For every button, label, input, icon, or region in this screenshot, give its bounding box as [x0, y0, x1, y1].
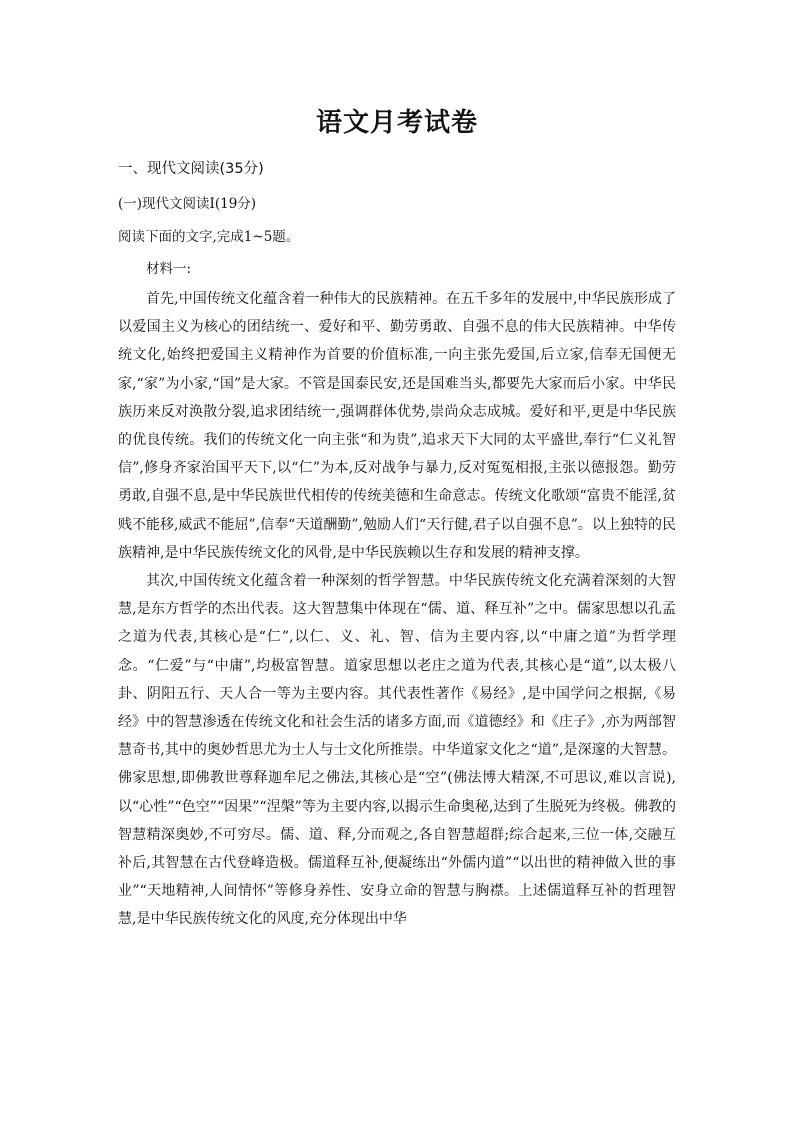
- subsection-heading: (一)现代文阅读Ⅰ(19分): [118, 196, 257, 212]
- reading-passage: [118, 285, 676, 934]
- passage-paragraph-2: 其次,中国传统文化蕴含着一种深刻的哲学智慧。中华民族传统文化充满着深刻的大智慧,是东方哲学的杰出代表。这大智慧集中体现在“儒、道、释互补”之中。儒家思想以孔孟之道为代表,其核心是“仁”,以仁、义、礼、智、信为主要内容,以“中庸之道”为哲学理念。“仁爱”与“中庸”,均极富智慧。道家思想以老庄之道为代表,其核心是“道”,以太极八卦、阴阳五行、天人合一等为主要内容。其代表性著作《易经》,是中国学问之根据,《易经》中的智慧渗透在传统文化和社会生活的诸多方面,而《道德经》和《庄子》,亦为两部智慧奇书,其中的奥妙哲思尤为士人与士文化所推崇。中华道家文化之“道”,是深邃的大智慧。佛家思想,即佛教世尊释迦牟尼之佛法,其核心是“空”(佛法博大精深,不可思议,难以言说),以“心性”“色空”“因果”“涅槃”等为主要内容,以揭示生命奥秘,达到了生脱死为终极。佛教的智慧精深奥妙,不可穷尽。儒、道、释,分而观之,各自智慧超群;综合起来,三位一体,交融互补后,其智慧在古代登峰造极。儒道释互补,便凝练出“外儒内道”“以出世的精神做入世的事业”“天地精神,人间情怀”等修身养性、安身立命的智慧与胸襟。上述儒道释互补的哲理智慧,是中华民族传统文化的风度,充分体现出中华: [118, 573, 676, 928]
- material-label: 材料一:: [146, 261, 192, 277]
- exam-title: 语文月考试卷: [315, 108, 478, 138]
- section-heading: 一、现代文阅读(35分): [118, 161, 264, 177]
- reading-instruction: 阅读下面的文字,完成1~5题。: [118, 229, 300, 245]
- passage-paragraph-1: 首先,中国传统文化蕴含着一种伟大的民族精神。在五千多年的发展中,中华民族形成了以爱国主义为核心的团结统一、爱好和平、勤劳勇敢、自强不息的伟大民族精神。中华传统文化,始终把爱国主义精神作为首要的价值标准,一向主张先爱国,后立家,信奉无国便无家,“家”为小家,“国”是大家。不管是国泰民安,还是国难当头,都要先大家而后小家。中华民族历来反对涣散分裂,追求团结统一,强调群体优势,崇尚众志成城。爱好和平,更是中华民族的优良传统。我们的传统文化一向主张“和为贵”,追求天下大同的太平盛世,奉行“仁义礼智信”,修身齐家治国平天下,以“仁”为本,反对战争与暴力,反对冤冤相报,主张以德报怨。勤劳勇敢,自强不息,是中华民族世代相传的传统美德和生命意志。传统文化歌颂“富贵不能淫,贫贱不能移,威武不能屈”,信奉“天道酬勤”,勉励人们“天行健,君子以自强不息”。以上独特的民族精神,是中华民族传统文化的风骨,是中华民族赖以生存和发展的精神支撑。: [118, 291, 676, 561]
